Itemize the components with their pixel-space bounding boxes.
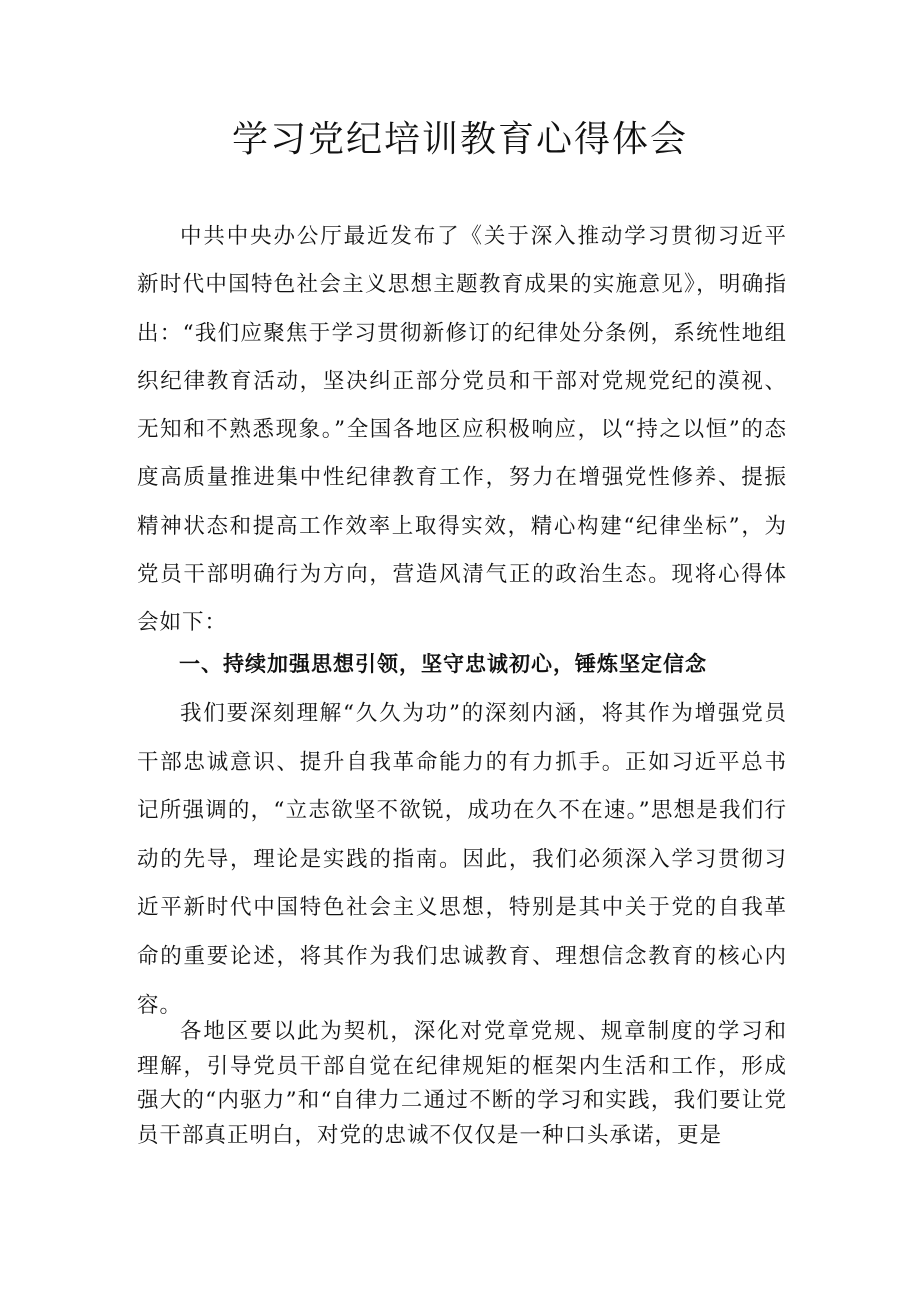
body-paragraph-2: 各地区要以此为契机，深化对党章党规、规章制度的学习和理解，引导党员干部自觉在纪律规矩的框架内生活和工作，形成强大的“内驱力”和“自律力二通过不断的学习和实践，我们要让党员干部真正明白，对党的忠诚不仅仅是一种口头承诺，更是 xyxy=(137,1019,787,1148)
body-paragraph-1: 我们要深刻理解“久久为功”的深刻内涵，将其作为增强党员干部忠诚意识、提升自我革命能力的有力抓手。正如习近平总书记所强调的，“立志欲坚不欲锐，成功在久不在速。”思想是我们行动的先导，理论是实践的指南。因此，我们必须深入学习贯彻习近平新时代中国特色社会主义思想，特别是其中关于党的自我革命的重要论述，将其作为我们忠诚教育、理想信念教育的核心内容。 xyxy=(137,701,787,1018)
section-heading: 一、持续加强思想引领，坚守忠诚初心，锤炼坚定信念 xyxy=(179,652,707,676)
document-title: 学习党纪培训教育心得体会 xyxy=(231,119,688,160)
intro-paragraph: 中共中央办公厅最近发布了《关于深入推动学习贯彻习近平新时代中国特色社会主义思想主题教育成果的实施意见》，明确指出：“我们应聚焦于学习贯彻新修订的纪律处分条例，系统性地组织纪律教育活动，坚决纠正部分党员和干部对党规党纪的漠视、无知和不熟悉现象。”全国各地区应积极响应，以“持之以恒”的态度高质量推进集中性纪律教育工作，努力在增强党性修养、提振精神状态和提高工作效率上取得实效，精心构建“纪律坐标”，为党员干部明确行为方向，营造风清气正的政治生态。现将心得体会如下： xyxy=(137,224,787,636)
